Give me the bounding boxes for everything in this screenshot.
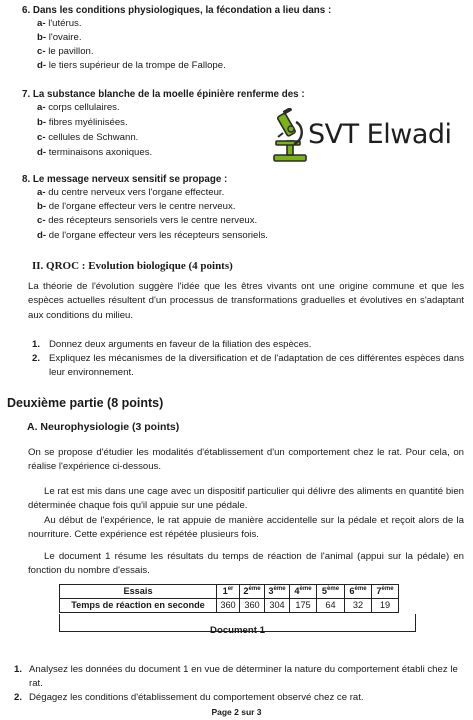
- q8-option-d: [37, 229, 268, 242]
- table-row-temps: [60, 599, 399, 613]
- question-number: 1.: [32, 339, 41, 350]
- row-label-essais: Essais: [60, 585, 217, 599]
- essai-number: 5: [321, 586, 328, 596]
- temps-cell: 19: [372, 599, 399, 613]
- q7-option-a: [37, 101, 120, 114]
- option-letter: d-: [37, 230, 47, 241]
- part2-question-1: [14, 663, 466, 691]
- essai-number: 4: [294, 586, 300, 596]
- essai-suffix: ème: [299, 586, 312, 592]
- q6-option-a: [37, 17, 82, 30]
- option-text: du centre nerveux vers l'organe effecteur.: [45, 187, 225, 198]
- essai-suffix: er: [227, 586, 234, 592]
- question-number: 1.: [14, 664, 23, 675]
- document-caption: Document 1: [210, 625, 265, 636]
- page-number: Page 2 sur 3: [211, 707, 262, 717]
- q8-option-a: [37, 186, 224, 199]
- option-text: cellules de Schwann.: [45, 132, 139, 143]
- table-row-essais: [60, 585, 399, 599]
- option-letter: c-: [37, 46, 46, 57]
- question-text: Expliquez les mécanismes de la diversification et de l'adaptation de ces différentes espèces dans leur environnement.: [49, 353, 464, 378]
- question-6-title: 6. Dans les conditions physiologiques, la fécondation a lieu dans :: [22, 5, 332, 16]
- document-1: [59, 584, 399, 636]
- qroc-intro: La théorie de l'évolution suggère l'idée que les êtres vivants ont une origine commune et que les espèces actuelles résultent d'un processus de transformations graduelles et évolutives en s'adaptant aux conditions du milieu.: [28, 281, 464, 321]
- question-text: Analysez les données du document 1 en vue de déterminer la nature du comportement établi chez le rat.: [29, 664, 458, 689]
- essai-suffix: ème: [273, 586, 286, 592]
- temps-cell: 360: [217, 599, 240, 613]
- essai-number: 6: [349, 586, 355, 596]
- option-letter: a-: [37, 102, 46, 113]
- temps-cell: 304: [265, 599, 290, 613]
- q7-option-c: [37, 131, 138, 144]
- essai-cell: [317, 585, 345, 599]
- q8-option-b: [37, 200, 235, 213]
- question-text: Dégagez les conditions d'établissement du comportement observé chez ce rat.: [29, 692, 364, 703]
- part2-paragraph-4: Le document 1 résume les résultats du temps de réaction de l'animal (appui sur la pédale) en fonction du nombre d'essais.: [28, 551, 464, 577]
- option-text: terminaisons axoniques.: [46, 147, 153, 158]
- essai-cell: [345, 585, 372, 599]
- option-text: de l'organe effecteur vers les récepteurs sensoriels.: [46, 230, 268, 241]
- option-text: des récepteurs sensoriels vers le centre nerveux.: [45, 215, 258, 226]
- option-text: le tiers supérieur de la trompe de Fallope.: [46, 60, 226, 71]
- part2-paragraph-2: Le rat est mis dans une cage avec un dispositif particulier qui délivre des aliments en quantité bien déterminée chaque fois qu'il appuie sur une pédale.: [28, 486, 464, 512]
- qroc-question-2: [32, 352, 464, 380]
- question-number: 2.: [32, 353, 41, 364]
- essai-cell: [372, 585, 399, 599]
- part-2-heading: Deuxième partie (8 points): [7, 396, 164, 410]
- essai-number: 7: [376, 586, 382, 596]
- option-text: le pavillon.: [45, 46, 94, 57]
- essai-suffix: ème: [381, 586, 394, 592]
- temps-cell: 360: [240, 599, 265, 613]
- part2-paragraph-3: Au début de l'expérience, le rat appuie de manière accidentelle sur la pédale et reçoit alors de la nourriture. Cette expérience est répétée plusieurs fois.: [28, 515, 464, 541]
- q7-option-d: [37, 146, 152, 159]
- option-letter: d-: [37, 147, 47, 158]
- qroc-question-1: [32, 338, 464, 351]
- option-letter: a-: [37, 18, 46, 29]
- essai-suffix: ème: [248, 586, 261, 592]
- part2-question-2: [14, 691, 466, 704]
- temps-cell: 32: [345, 599, 372, 613]
- option-text: l'ovaire.: [46, 32, 82, 43]
- essai-cell: [265, 585, 290, 599]
- question-number: 2.: [14, 692, 23, 703]
- option-letter: d-: [37, 60, 47, 71]
- qroc-heading: II. QROC : Evolution biologique (4 points): [32, 260, 233, 272]
- svt-elwadi-logo: [270, 108, 466, 164]
- option-text: de l'organe effecteur vers le centre nerveux.: [46, 201, 236, 212]
- question-text: Donnez deux arguments en faveur de la filiation des espèces.: [49, 339, 312, 350]
- option-text: fibres myélinisées.: [46, 117, 128, 128]
- option-letter: a-: [37, 187, 46, 198]
- row-label-temps: Temps de réaction en seconde: [60, 599, 217, 613]
- option-text: l'utérus.: [45, 18, 82, 29]
- essai-suffix: ème: [354, 586, 367, 592]
- option-letter: c-: [37, 215, 46, 226]
- question-7-title: 7. La substance blanche de la moelle épinière renferme des :: [22, 89, 305, 100]
- q6-option-b: [37, 31, 82, 44]
- essai-number: 3: [268, 586, 274, 596]
- q7-option-b: [37, 116, 128, 129]
- q6-option-c: [37, 45, 94, 58]
- option-letter: c-: [37, 132, 46, 143]
- q6-option-d: [37, 59, 226, 72]
- essai-cell: [217, 585, 240, 599]
- temps-cell: 64: [317, 599, 345, 613]
- logo-text: SVT Elwadi: [308, 119, 452, 150]
- q8-option-c: [37, 214, 257, 227]
- essai-number: 1: [222, 586, 228, 596]
- neurophysiology-heading: A. Neurophysiologie (3 points): [27, 421, 180, 433]
- essai-number: 2: [243, 586, 249, 596]
- temps-cell: 175: [290, 599, 317, 613]
- part2-paragraph-1: On se propose d'étudier les modalités d'établissement d'un comportement chez le rat. Pour cela, on réalise l'expérience ci-dessous.: [28, 447, 464, 473]
- reaction-time-table: [59, 584, 399, 613]
- essai-cell: [290, 585, 317, 599]
- option-text: corps cellulaires.: [45, 102, 120, 113]
- essai-cell: [240, 585, 265, 599]
- option-letter: b-: [37, 32, 47, 43]
- option-letter: b-: [37, 201, 47, 212]
- essai-suffix: ème: [327, 586, 340, 592]
- option-letter: b-: [37, 117, 47, 128]
- microscope-icon: [270, 108, 310, 164]
- question-8-title: 8. Le message nerveux sensitif se propage :: [22, 174, 228, 185]
